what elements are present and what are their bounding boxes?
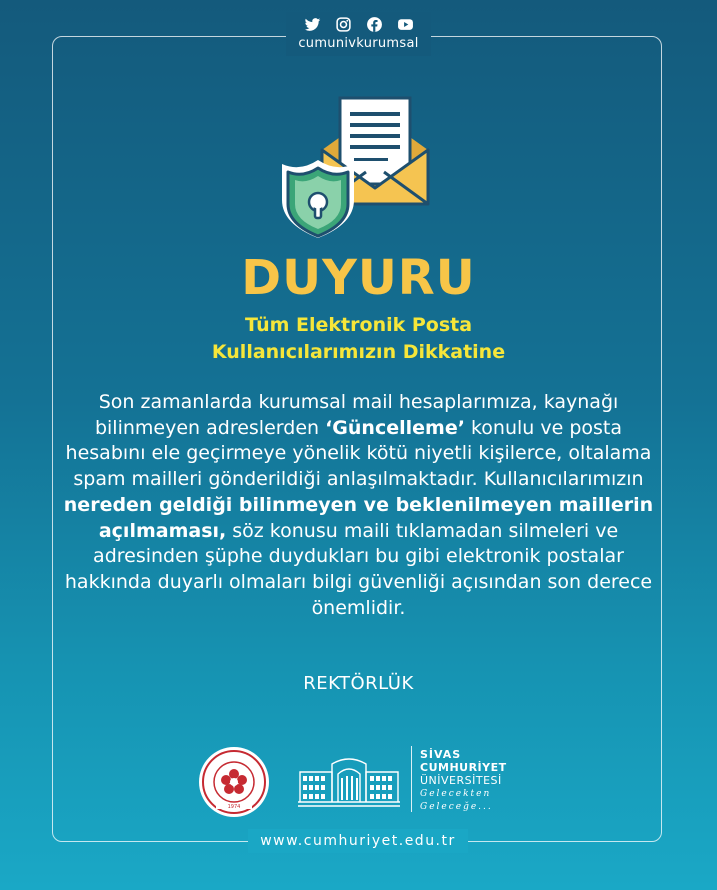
uni-name-line3: ÜNİVERSİTESİ: [420, 774, 502, 787]
website-link[interactable]: www.cumhuriyet.edu.tr: [248, 829, 468, 853]
seal-year: 1974: [227, 804, 241, 810]
footer-divider: [411, 746, 412, 812]
announcement-title: DUYURU: [241, 250, 476, 306]
university-seal-icon: [198, 746, 270, 818]
body-text-part3: söz konusu maili tıklamadan silmeleri ve adresinden şüphe duydukları bu gibi elektronik postalar hakkında duyarlı olmaları bilgi güvenliği açısından son derece önemlidir.: [64, 519, 653, 619]
announcement-body: [62, 390, 655, 621]
signature: REKTÖRLÜK: [303, 673, 414, 694]
body-text-part1: Son zamanlarda kurumsal mail hesaplarımıza, kaynağı bilinmeyen adreslerden: [94, 391, 619, 439]
social-header: [286, 12, 431, 56]
uni-name-line1: SİVAS: [420, 748, 462, 761]
body-keyword: ‘Güncelleme’: [325, 416, 465, 439]
secure-mail-icon: [282, 92, 432, 246]
instagram-icon[interactable]: [335, 16, 352, 33]
social-handle: cumunivkurumsal: [298, 36, 419, 51]
university-building-icon: [298, 752, 400, 808]
twitter-icon[interactable]: [304, 16, 321, 33]
facebook-icon[interactable]: [366, 16, 383, 33]
uni-slogan-line1: Gelecekten: [420, 789, 492, 799]
body-emphasis: nereden geldiği bilinmeyen ve beklenilmeyen maillerin açılmaması,: [63, 493, 654, 542]
social-icons: [286, 16, 431, 33]
youtube-icon[interactable]: [397, 16, 414, 33]
announcement-subtitle-line2: Kullanıcılarımızın Dikkatine: [211, 341, 506, 363]
uni-slogan-line2: Geleceğe...: [420, 802, 493, 812]
body-text-part2: konulu ve posta hesabını ele geçirmeye yönelik kötü niyetli kişilerce, oltalama spam mailleri gönderildiği anlaşılmaktadır. Kullanıcılarımızın: [65, 416, 652, 491]
uni-name-line2: CUMHURİYET: [420, 761, 507, 774]
university-name: [420, 748, 507, 813]
announcement-subtitle-line1: Tüm Elektronik Posta: [244, 314, 473, 336]
